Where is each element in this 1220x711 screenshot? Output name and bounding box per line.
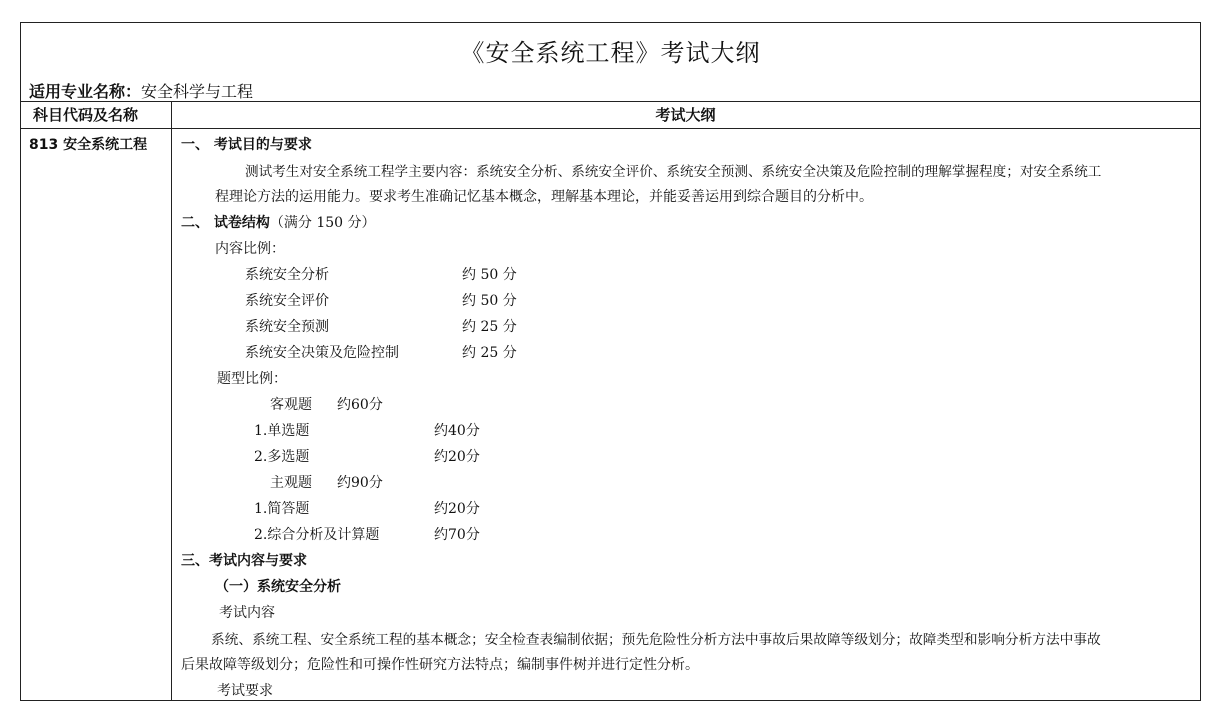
header-bottom-border	[21, 128, 1200, 129]
subjective-name: 主观题	[270, 475, 312, 491]
column-header-subject: 科目代码及名称	[33, 106, 139, 124]
content-item-name: 系统安全分析	[245, 267, 329, 283]
section2-heading-row	[181, 212, 376, 232]
column-divider	[171, 101, 172, 700]
section3-heading: 三、考试内容与要求	[181, 553, 307, 569]
content-item-name: 系统安全预测	[245, 319, 329, 335]
objective-item-name: 2.多选题	[254, 449, 310, 465]
objective-item-score: 约20分	[434, 449, 480, 465]
applicable-major	[29, 79, 253, 102]
major-label: 适用专业名称：	[29, 82, 142, 101]
content-item-name: 系统安全决策及危险控制	[245, 345, 399, 361]
exam-content-line1: 系统、系统工程、安全系统工程的基本概念；安全检查表编制依据；预先危险性分析方法中事故后果故障等级划分；故障类型和影响分析方法中事故	[211, 632, 1101, 648]
section1-paragraph-line2: 程理论方法的运用能力。要求考生准确记忆基本概念，理解基本理论，并能妥善运用到综合题目的分析中。	[215, 189, 873, 205]
exam-outline-table	[20, 22, 1201, 701]
content-item-score: 约 25 分	[462, 319, 517, 335]
section3-subheading: （一）系统安全分析	[215, 579, 341, 595]
objective-item-name: 1.单选题	[254, 423, 310, 439]
exam-content-line2: 后果故障等级划分；危险性和可操作性研究方法特点；编制事件树并进行定性分析。	[181, 657, 699, 673]
table-top-border	[21, 101, 1200, 102]
subjective-score: 约90分	[337, 475, 383, 491]
section1-heading: 一、 考试目的与要求	[181, 137, 312, 153]
content-item-score: 约 25 分	[462, 345, 517, 361]
subjective-item-name: 1.简答题	[254, 501, 310, 517]
subjective-item-score: 约70分	[434, 527, 480, 543]
exam-requirement-label: 考试要求	[217, 683, 273, 699]
type-ratio-label: 题型比例：	[217, 371, 287, 387]
content-item-score: 约 50 分	[462, 267, 517, 283]
content-ratio-label: 内容比例：	[215, 241, 285, 257]
section1-paragraph-line1: 测试考生对安全系统工程学主要内容：系统安全分析、系统安全评价、系统安全预测、系统安全决策及危险控制的理解掌握程度；对安全系统工	[245, 164, 1102, 180]
exam-content-label: 考试内容	[219, 605, 275, 621]
objective-score: 约60分	[337, 397, 383, 413]
page-title: 《安全系统工程》考试大纲	[460, 39, 761, 67]
objective-name: 客观题	[270, 397, 312, 413]
section2-heading: 二、 试卷结构	[181, 215, 270, 231]
content-item-score: 约 50 分	[462, 293, 517, 309]
objective-item-score: 约40分	[434, 423, 480, 439]
column-header-outline: 考试大纲	[655, 106, 716, 124]
major-value: 安全科学与工程	[141, 82, 254, 101]
content-item-name: 系统安全评价	[245, 293, 329, 309]
subject-code-name: 813 安全系统工程	[29, 137, 148, 153]
subjective-item-score: 约20分	[434, 501, 480, 517]
section2-heading-note: （满分 150 分）	[269, 215, 376, 231]
subjective-item-name: 2.综合分析及计算题	[254, 527, 380, 543]
